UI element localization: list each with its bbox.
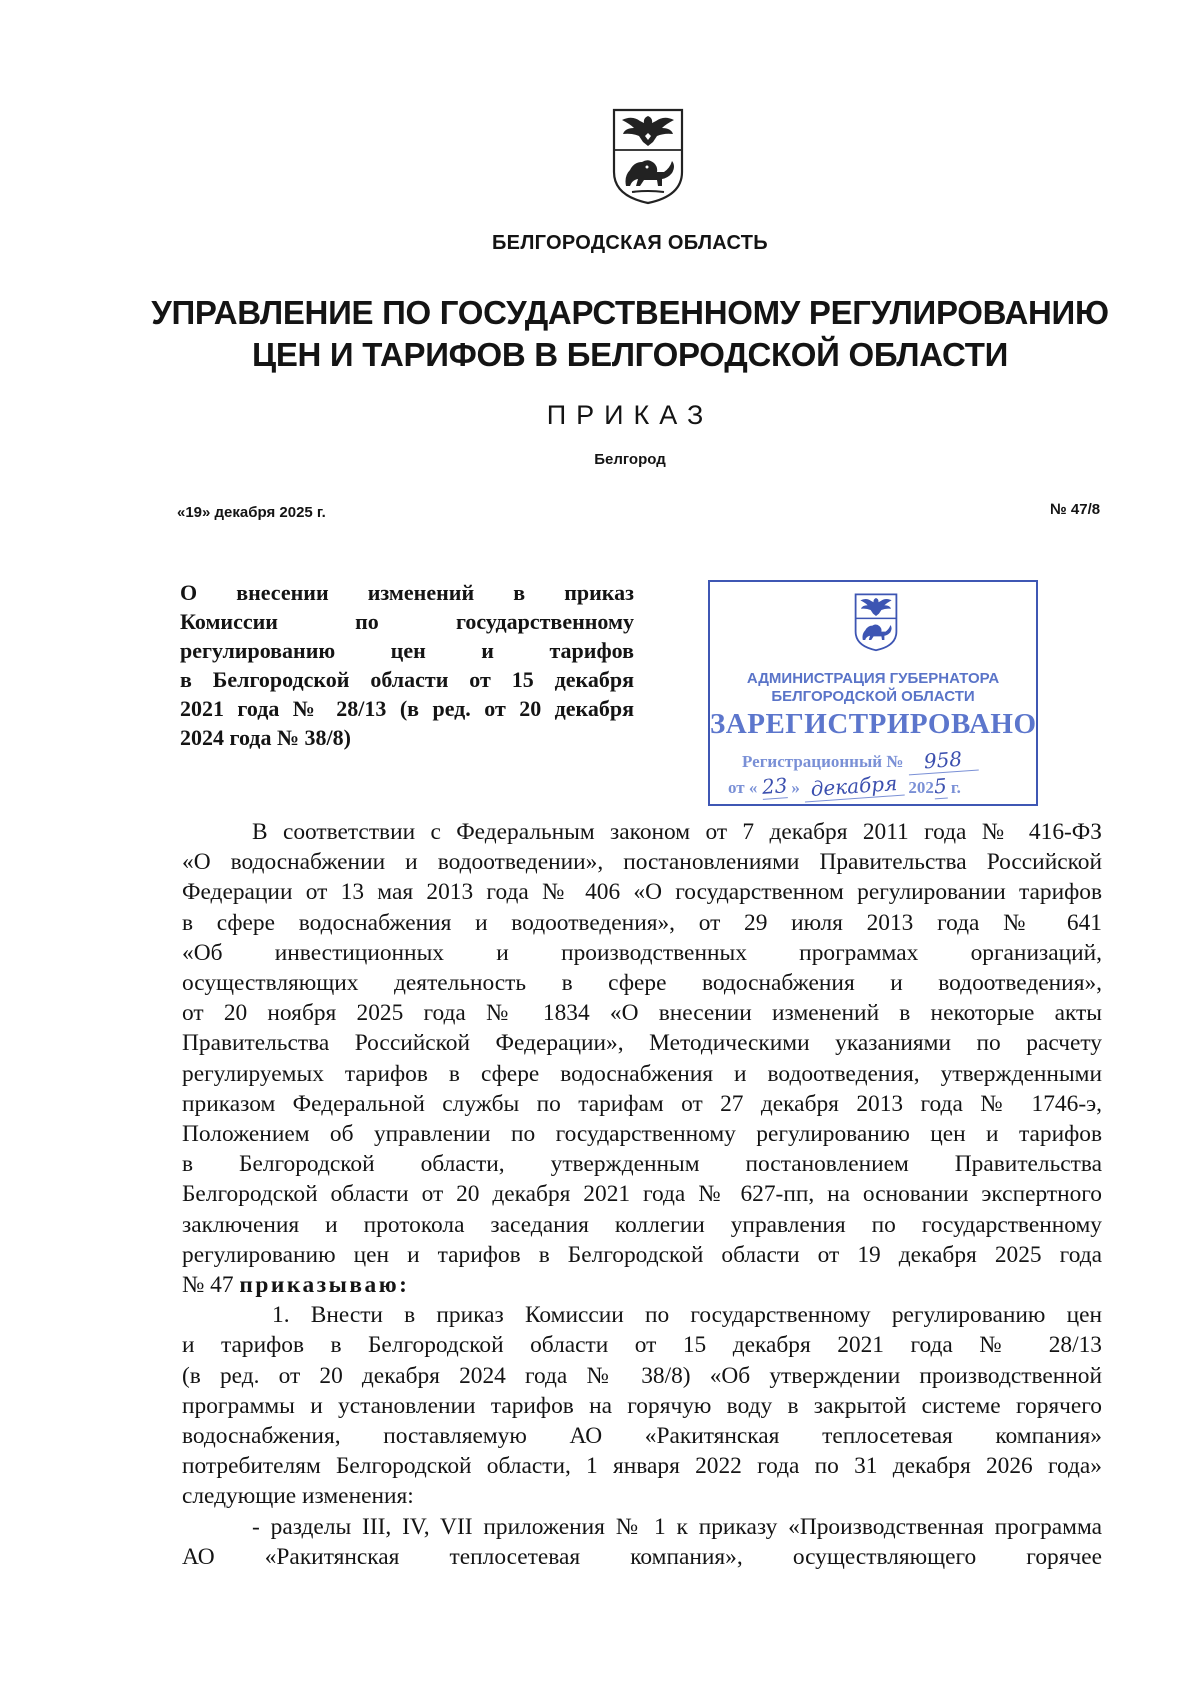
stamp-date-prefix: от «: [728, 778, 758, 797]
stamp-registration-date: [728, 771, 961, 801]
item-1-line: потребителям Белгородской области, 1 января 2022 года по 31 декабря 2026 года»: [182, 1453, 1102, 1480]
item-2-line: - разделы III, IV, VII приложения № 1 к приказу «Производственная программа: [252, 1513, 1102, 1540]
item-1-line: программы и установлении тарифов на горячую воду в закрытой системе горячего: [182, 1392, 1102, 1419]
authority-line-2: ЦЕН И ТАРИФОВ В БЕЛГОРОДСКОЙ ОБЛАСТИ: [252, 336, 1008, 373]
body-line: регулируемых тарифов в сфере водоснабжения и водоотведения, утвержденными: [182, 1060, 1102, 1087]
body-line: Федерации от 13 мая 2013 года № 406 «О государственном регулировании тарифов: [182, 879, 1102, 906]
body-line: в сфере водоснабжения и водоотведения», от 29 июля 2013 года № 641: [182, 909, 1102, 936]
stamp-year-prefix: 202: [908, 778, 934, 797]
region-name: БЕЛГОРОДСКАЯ ОБЛАСТЬ: [492, 232, 768, 254]
order-body: [182, 817, 1102, 1572]
order-prefix: № 47: [182, 1272, 234, 1299]
body-line: В соответствии с Федеральным законом от 7 декабря 2011 года № 416-ФЗ: [252, 819, 1102, 845]
subject-line: регулированию цен и тарифов: [180, 638, 634, 663]
body-line: регулированию цен и тарифов в Белгородской области от 19 декабря 2025 года: [182, 1241, 1102, 1268]
body-line: заключения и протокола заседания коллегии управления по государственному: [182, 1211, 1102, 1238]
body-line: Белгородской области от 20 декабря 2021 года № 627-пп, на основании экспертного: [182, 1181, 1102, 1208]
order-subject: [180, 578, 634, 752]
order-number: № 47/8: [1050, 501, 1101, 518]
item-2-line: АО «Ракитянская теплосетевая компания», осуществляющего горячее: [182, 1543, 1102, 1570]
body-line: осуществляющих деятельность в сфере водоснабжения и водоотведения»,: [182, 970, 1102, 997]
item-1-line: (в ред. от 20 декабря 2024 года № 38/8) «Об утверждении производственной: [182, 1362, 1102, 1389]
order-date: «19» декабря 2025 г.: [177, 504, 326, 521]
stamp-year-end: г.: [950, 778, 961, 797]
stamp-registered-label: ЗАРЕГИСТРИРОВАНО: [710, 708, 1037, 740]
handwritten-reg-number: 958: [907, 746, 979, 776]
body-line: от 20 ноября 2025 года № 1834 «О внесении изменений в некоторые акты: [182, 1000, 1102, 1027]
body-line: приказом Федеральной службы по тарифам от 27 декабря 2013 года № 1746-э,: [182, 1090, 1102, 1117]
stamp-org-line-1: АДМИНИСТРАЦИЯ ГУБЕРНАТОРА: [746, 670, 1000, 687]
registration-stamp: [708, 580, 1038, 806]
stamp-registration-number: [742, 748, 978, 773]
stamp-org-line-2: БЕЛГОРОДСКОЙ ОБЛАСТИ: [771, 688, 975, 705]
subject-line: Комиссии по государственному: [180, 609, 634, 634]
handwritten-month: декабря: [803, 771, 905, 803]
order-operative-line: [182, 1270, 1102, 1300]
subject-line: 2021 года № 28/13 (в ред. от 20 декабря: [180, 696, 634, 721]
city-name: Белгород: [594, 451, 666, 468]
item-1-line: и тарифов в Белгородской области от 15 декабря 2021 года № 28/13: [182, 1332, 1102, 1359]
item-1-line: водоснабжения, поставляемую АО «Ракитянская теплосетевая компания»: [182, 1423, 1102, 1450]
body-line: Положением об управлении по государственному регулированию цен и тарифов: [182, 1121, 1102, 1148]
item-1-line: 1. Внести в приказ Комиссии по государственному регулированию цен: [272, 1302, 1102, 1329]
stamp-organization: [710, 670, 1036, 706]
subject-line: О внесении изменений в приказ: [180, 580, 634, 605]
stamp-reg-label: Регистрационный №: [742, 752, 904, 771]
order-word: приказываю:: [239, 1272, 410, 1299]
authority-line-1: УПРАВЛЕНИЕ ПО ГОСУДАРСТВЕННОМУ РЕГУЛИРОВАНИЮ: [151, 294, 1109, 331]
body-line: в Белгородской области, утвержденным постановлением Правительства: [182, 1151, 1102, 1178]
body-line: «Об инвестиционных и производственных программах организаций,: [182, 939, 1102, 966]
authority-name: [0, 292, 1200, 376]
subject-line: в Белгородской области от 15 декабря: [180, 667, 634, 692]
body-line: Правительства Российской Федерации», Методическими указаниями по расчету: [182, 1030, 1102, 1057]
body-line: «О водоснабжении и водоотведении», постановлениями Правительства Российской: [182, 849, 1102, 876]
handwritten-day: 23: [760, 773, 788, 799]
coat-of-arms-emblem: [610, 106, 686, 206]
subject-line: 2024 года № 38/8): [180, 725, 351, 750]
handwritten-year-digit: 5: [932, 773, 948, 799]
item-1-line: следующие изменения:: [182, 1483, 414, 1510]
stamp-date-mid: »: [791, 778, 800, 797]
document-type: ПРИКАЗ: [546, 400, 714, 430]
stamp-coat-of-arms-emblem: [853, 592, 899, 652]
